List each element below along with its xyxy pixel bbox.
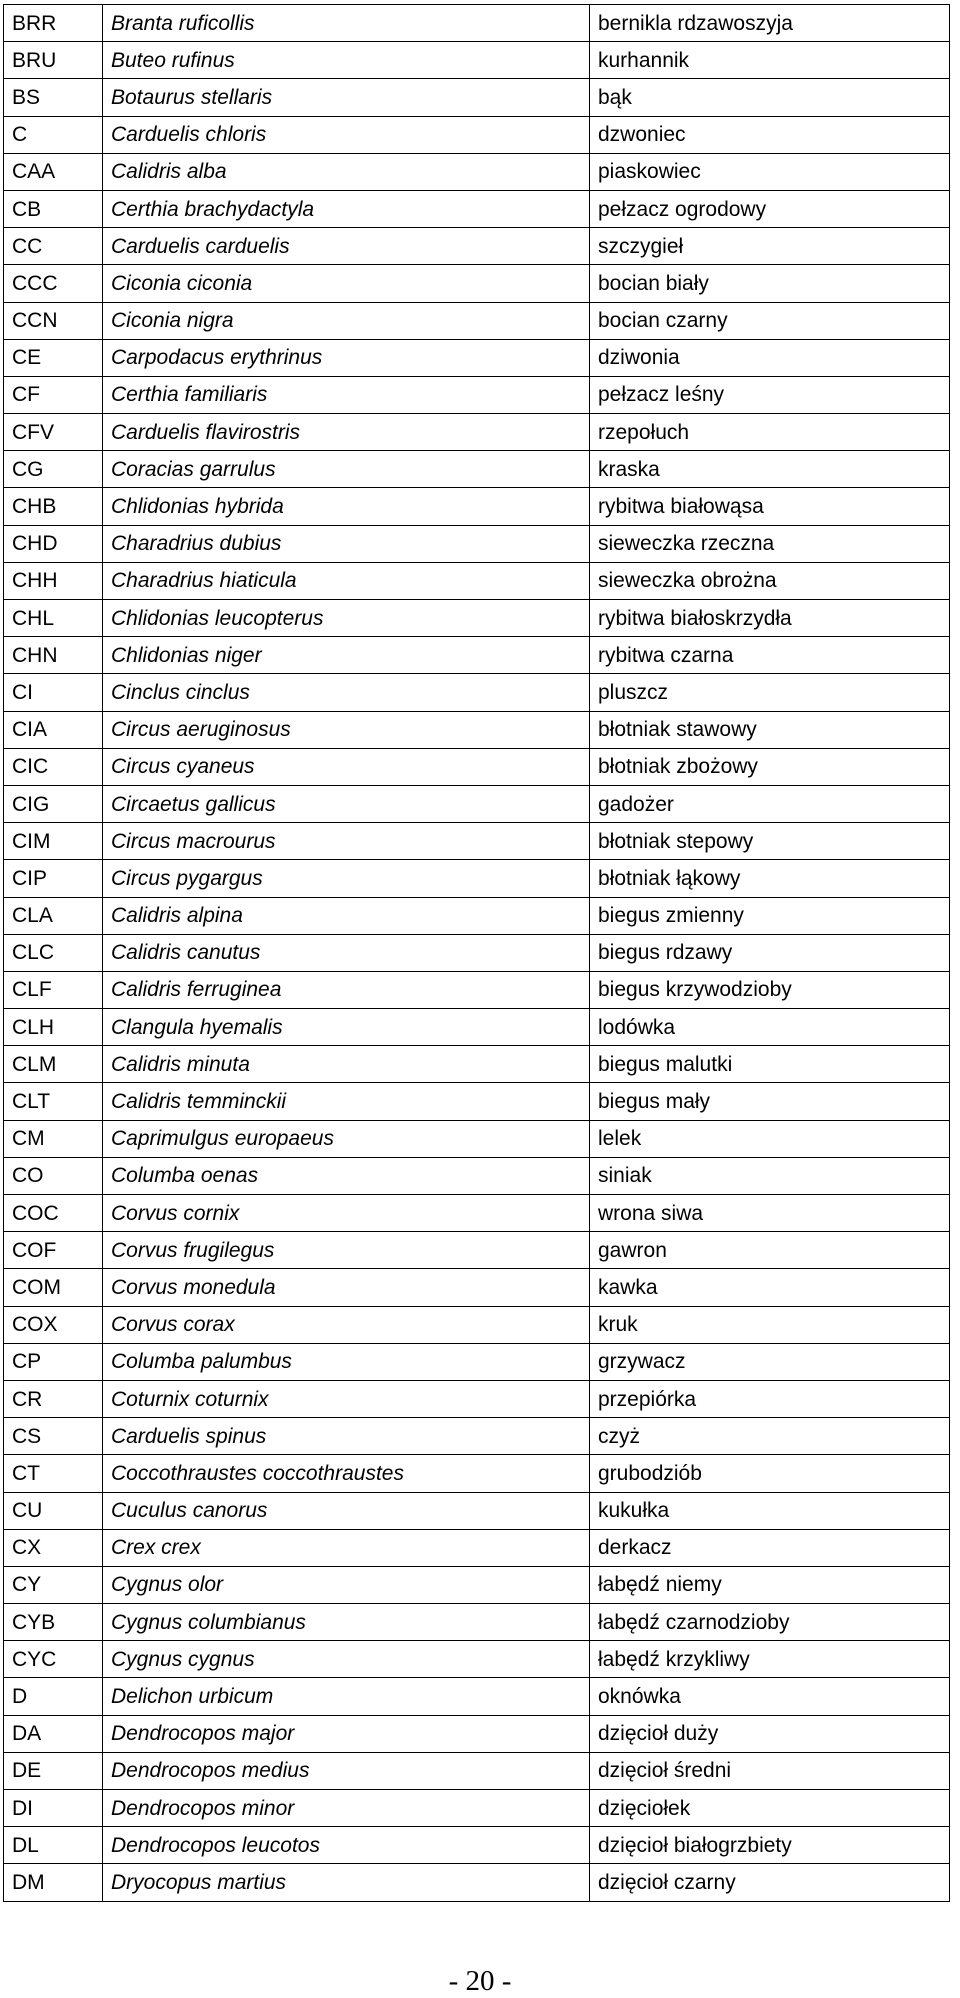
polish-name-cell: biegus malutki xyxy=(590,1046,950,1083)
species-code-cell: CFV xyxy=(4,414,103,451)
species-code-cell: C xyxy=(4,116,103,153)
latin-name-cell: Cuculus canorus xyxy=(103,1492,590,1529)
species-code-cell: CHN xyxy=(4,637,103,674)
table-row xyxy=(4,860,950,897)
table-row xyxy=(4,1715,950,1752)
polish-name-cell: czyż xyxy=(590,1418,950,1455)
species-code-cell: COX xyxy=(4,1306,103,1343)
latin-name-cell: Corvus monedula xyxy=(103,1269,590,1306)
polish-name-cell: łabędź krzykliwy xyxy=(590,1641,950,1678)
species-code-cell: CY xyxy=(4,1566,103,1603)
polish-name-cell: biegus mały xyxy=(590,1083,950,1120)
species-code-cell: CS xyxy=(4,1418,103,1455)
table-row xyxy=(4,302,950,339)
polish-name-cell: błotniak łąkowy xyxy=(590,860,950,897)
polish-name-cell: gadożer xyxy=(590,785,950,822)
latin-name-cell: Coccothraustes coccothraustes xyxy=(103,1455,590,1492)
latin-name-cell: Circus macrourus xyxy=(103,823,590,860)
latin-name-cell: Corvus cornix xyxy=(103,1195,590,1232)
species-code-cell: CIA xyxy=(4,711,103,748)
species-code-cell: COM xyxy=(4,1269,103,1306)
species-code-cell: CM xyxy=(4,1120,103,1157)
table-row xyxy=(4,1083,950,1120)
table-row xyxy=(4,42,950,79)
latin-name-cell: Circus cyaneus xyxy=(103,748,590,785)
latin-name-cell: Columba oenas xyxy=(103,1157,590,1194)
table-row xyxy=(4,1790,950,1827)
species-code-cell: CB xyxy=(4,190,103,227)
polish-name-cell: przepiórka xyxy=(590,1380,950,1417)
latin-name-cell: Cinclus cinclus xyxy=(103,674,590,711)
latin-name-cell: Charadrius hiaticula xyxy=(103,562,590,599)
polish-name-cell: dzięcioł duży xyxy=(590,1715,950,1752)
latin-name-cell: Buteo rufinus xyxy=(103,42,590,79)
species-code-cell: CLT xyxy=(4,1083,103,1120)
species-code-cell: CO xyxy=(4,1157,103,1194)
polish-name-cell: kurhannik xyxy=(590,42,950,79)
polish-name-cell: biegus krzywodzioby xyxy=(590,971,950,1008)
table-row xyxy=(4,414,950,451)
species-code-cell: DM xyxy=(4,1864,103,1901)
latin-name-cell: Chlidonias niger xyxy=(103,637,590,674)
polish-name-cell: błotniak zbożowy xyxy=(590,748,950,785)
species-code-cell: CAA xyxy=(4,153,103,190)
latin-name-cell: Botaurus stellaris xyxy=(103,79,590,116)
polish-name-cell: gawron xyxy=(590,1232,950,1269)
table-row xyxy=(4,228,950,265)
species-code-cell: CR xyxy=(4,1380,103,1417)
latin-name-cell: Ciconia ciconia xyxy=(103,265,590,302)
polish-name-cell: biegus rdzawy xyxy=(590,934,950,971)
species-table xyxy=(3,4,950,1902)
table-row xyxy=(4,525,950,562)
table-row xyxy=(4,1566,950,1603)
latin-name-cell: Circus aeruginosus xyxy=(103,711,590,748)
polish-name-cell: biegus zmienny xyxy=(590,897,950,934)
polish-name-cell: derkacz xyxy=(590,1529,950,1566)
table-row xyxy=(4,1195,950,1232)
table-row xyxy=(4,1752,950,1789)
table-row xyxy=(4,785,950,822)
latin-name-cell: Caprimulgus europaeus xyxy=(103,1120,590,1157)
species-code-cell: CHB xyxy=(4,488,103,525)
table-row xyxy=(4,1864,950,1901)
table-row xyxy=(4,1455,950,1492)
polish-name-cell: łabędź niemy xyxy=(590,1566,950,1603)
latin-name-cell: Certhia brachydactyla xyxy=(103,190,590,227)
latin-name-cell: Cygnus olor xyxy=(103,1566,590,1603)
table-row xyxy=(4,1529,950,1566)
polish-name-cell: błotniak stawowy xyxy=(590,711,950,748)
polish-name-cell: bocian czarny xyxy=(590,302,950,339)
species-code-cell: DA xyxy=(4,1715,103,1752)
latin-name-cell: Calidris canutus xyxy=(103,934,590,971)
latin-name-cell: Corvus frugilegus xyxy=(103,1232,590,1269)
polish-name-cell: grubodziób xyxy=(590,1455,950,1492)
species-code-cell: CX xyxy=(4,1529,103,1566)
latin-name-cell: Cygnus columbianus xyxy=(103,1604,590,1641)
species-code-cell: CI xyxy=(4,674,103,711)
table-row xyxy=(4,1157,950,1194)
table-row xyxy=(4,116,950,153)
polish-name-cell: sieweczka obrożna xyxy=(590,562,950,599)
table-row xyxy=(4,451,950,488)
species-code-cell: CF xyxy=(4,376,103,413)
species-code-cell: DL xyxy=(4,1827,103,1864)
table-row xyxy=(4,1827,950,1864)
latin-name-cell: Columba palumbus xyxy=(103,1343,590,1380)
table-row xyxy=(4,5,950,42)
species-code-cell: CU xyxy=(4,1492,103,1529)
latin-name-cell: Carduelis flavirostris xyxy=(103,414,590,451)
table-row xyxy=(4,1343,950,1380)
latin-name-cell: Cygnus cygnus xyxy=(103,1641,590,1678)
polish-name-cell: pełzacz leśny xyxy=(590,376,950,413)
species-code-cell: CHH xyxy=(4,562,103,599)
table-row xyxy=(4,1492,950,1529)
table-row xyxy=(4,600,950,637)
species-code-cell: DE xyxy=(4,1752,103,1789)
polish-name-cell: lodówka xyxy=(590,1009,950,1046)
table-row xyxy=(4,562,950,599)
polish-name-cell: siniak xyxy=(590,1157,950,1194)
species-code-cell: CLH xyxy=(4,1009,103,1046)
polish-name-cell: szczygieł xyxy=(590,228,950,265)
latin-name-cell: Dryocopus martius xyxy=(103,1864,590,1901)
species-code-cell: CLA xyxy=(4,897,103,934)
table-row xyxy=(4,488,950,525)
species-code-cell: CCC xyxy=(4,265,103,302)
polish-name-cell: dzwoniec xyxy=(590,116,950,153)
polish-name-cell: kawka xyxy=(590,1269,950,1306)
table-row xyxy=(4,637,950,674)
table-row xyxy=(4,265,950,302)
table-row xyxy=(4,190,950,227)
species-code-cell: CIP xyxy=(4,860,103,897)
latin-name-cell: Ciconia nigra xyxy=(103,302,590,339)
table-row xyxy=(4,1046,950,1083)
species-code-cell: CIG xyxy=(4,785,103,822)
species-code-cell: CIC xyxy=(4,748,103,785)
species-code-cell: CLM xyxy=(4,1046,103,1083)
species-code-cell: D xyxy=(4,1678,103,1715)
species-code-cell: COC xyxy=(4,1195,103,1232)
table-row xyxy=(4,934,950,971)
latin-name-cell: Corvus corax xyxy=(103,1306,590,1343)
table-row xyxy=(4,339,950,376)
polish-name-cell: łabędź czarnodzioby xyxy=(590,1604,950,1641)
species-code-cell: CHD xyxy=(4,525,103,562)
species-code-cell: CYB xyxy=(4,1604,103,1641)
species-code-cell: BRU xyxy=(4,42,103,79)
table-row xyxy=(4,1232,950,1269)
species-code-cell: CP xyxy=(4,1343,103,1380)
table-row xyxy=(4,376,950,413)
polish-name-cell: sieweczka rzeczna xyxy=(590,525,950,562)
latin-name-cell: Calidris alba xyxy=(103,153,590,190)
latin-name-cell: Dendrocopos medius xyxy=(103,1752,590,1789)
latin-name-cell: Calidris minuta xyxy=(103,1046,590,1083)
latin-name-cell: Coturnix coturnix xyxy=(103,1380,590,1417)
species-code-cell: CIM xyxy=(4,823,103,860)
latin-name-cell: Calidris alpina xyxy=(103,897,590,934)
latin-name-cell: Branta ruficollis xyxy=(103,5,590,42)
species-code-cell: CC xyxy=(4,228,103,265)
table-row xyxy=(4,674,950,711)
table-row xyxy=(4,897,950,934)
polish-name-cell: bąk xyxy=(590,79,950,116)
latin-name-cell: Dendrocopos minor xyxy=(103,1790,590,1827)
table-row xyxy=(4,153,950,190)
polish-name-cell: bocian biały xyxy=(590,265,950,302)
polish-name-cell: grzywacz xyxy=(590,1343,950,1380)
latin-name-cell: Chlidonias leucopterus xyxy=(103,600,590,637)
latin-name-cell: Delichon urbicum xyxy=(103,1678,590,1715)
table-row xyxy=(4,1641,950,1678)
species-code-cell: CLF xyxy=(4,971,103,1008)
polish-name-cell: dzięciołek xyxy=(590,1790,950,1827)
polish-name-cell: kukułka xyxy=(590,1492,950,1529)
latin-name-cell: Carduelis chloris xyxy=(103,116,590,153)
latin-name-cell: Crex crex xyxy=(103,1529,590,1566)
species-code-cell: CE xyxy=(4,339,103,376)
latin-name-cell: Calidris temminckii xyxy=(103,1083,590,1120)
table-row xyxy=(4,711,950,748)
species-code-cell: CG xyxy=(4,451,103,488)
latin-name-cell: Dendrocopos major xyxy=(103,1715,590,1752)
polish-name-cell: pluszcz xyxy=(590,674,950,711)
polish-name-cell: dzięcioł białogrzbiety xyxy=(590,1827,950,1864)
table-row xyxy=(4,1604,950,1641)
latin-name-cell: Certhia familiaris xyxy=(103,376,590,413)
table-row xyxy=(4,1380,950,1417)
polish-name-cell: bernikla rdzawoszyja xyxy=(590,5,950,42)
polish-name-cell: pełzacz ogrodowy xyxy=(590,190,950,227)
table-row xyxy=(4,1009,950,1046)
table-row xyxy=(4,1269,950,1306)
table-row xyxy=(4,1120,950,1157)
polish-name-cell: rybitwa białoskrzydła xyxy=(590,600,950,637)
latin-name-cell: Calidris ferruginea xyxy=(103,971,590,1008)
species-code-cell: COF xyxy=(4,1232,103,1269)
table-row xyxy=(4,1306,950,1343)
species-code-cell: CT xyxy=(4,1455,103,1492)
polish-name-cell: dzięcioł średni xyxy=(590,1752,950,1789)
latin-name-cell: Carduelis carduelis xyxy=(103,228,590,265)
latin-name-cell: Circus pygargus xyxy=(103,860,590,897)
latin-name-cell: Dendrocopos leucotos xyxy=(103,1827,590,1864)
table-row xyxy=(4,971,950,1008)
table-row xyxy=(4,1678,950,1715)
polish-name-cell: wrona siwa xyxy=(590,1195,950,1232)
latin-name-cell: Clangula hyemalis xyxy=(103,1009,590,1046)
species-code-cell: DI xyxy=(4,1790,103,1827)
latin-name-cell: Chlidonias hybrida xyxy=(103,488,590,525)
polish-name-cell: oknówka xyxy=(590,1678,950,1715)
polish-name-cell: lelek xyxy=(590,1120,950,1157)
species-code-cell: CHL xyxy=(4,600,103,637)
latin-name-cell: Circaetus gallicus xyxy=(103,785,590,822)
latin-name-cell: Coracias garrulus xyxy=(103,451,590,488)
polish-name-cell: dziwonia xyxy=(590,339,950,376)
species-code-cell: CLC xyxy=(4,934,103,971)
table-row xyxy=(4,79,950,116)
species-code-cell: CCN xyxy=(4,302,103,339)
table-row xyxy=(4,1418,950,1455)
polish-name-cell: błotniak stepowy xyxy=(590,823,950,860)
species-code-cell: CYC xyxy=(4,1641,103,1678)
latin-name-cell: Charadrius dubius xyxy=(103,525,590,562)
species-code-cell: BS xyxy=(4,79,103,116)
latin-name-cell: Carduelis spinus xyxy=(103,1418,590,1455)
species-table-body xyxy=(4,5,950,1902)
polish-name-cell: piaskowiec xyxy=(590,153,950,190)
polish-name-cell: rzepołuch xyxy=(590,414,950,451)
page-number: - 20 - xyxy=(448,1965,512,1997)
species-code-cell: BRR xyxy=(4,5,103,42)
polish-name-cell: dzięcioł czarny xyxy=(590,1864,950,1901)
polish-name-cell: kraska xyxy=(590,451,950,488)
table-row xyxy=(4,748,950,785)
polish-name-cell: rybitwa białowąsa xyxy=(590,488,950,525)
table-row xyxy=(4,823,950,860)
latin-name-cell: Carpodacus erythrinus xyxy=(103,339,590,376)
polish-name-cell: rybitwa czarna xyxy=(590,637,950,674)
polish-name-cell: kruk xyxy=(590,1306,950,1343)
